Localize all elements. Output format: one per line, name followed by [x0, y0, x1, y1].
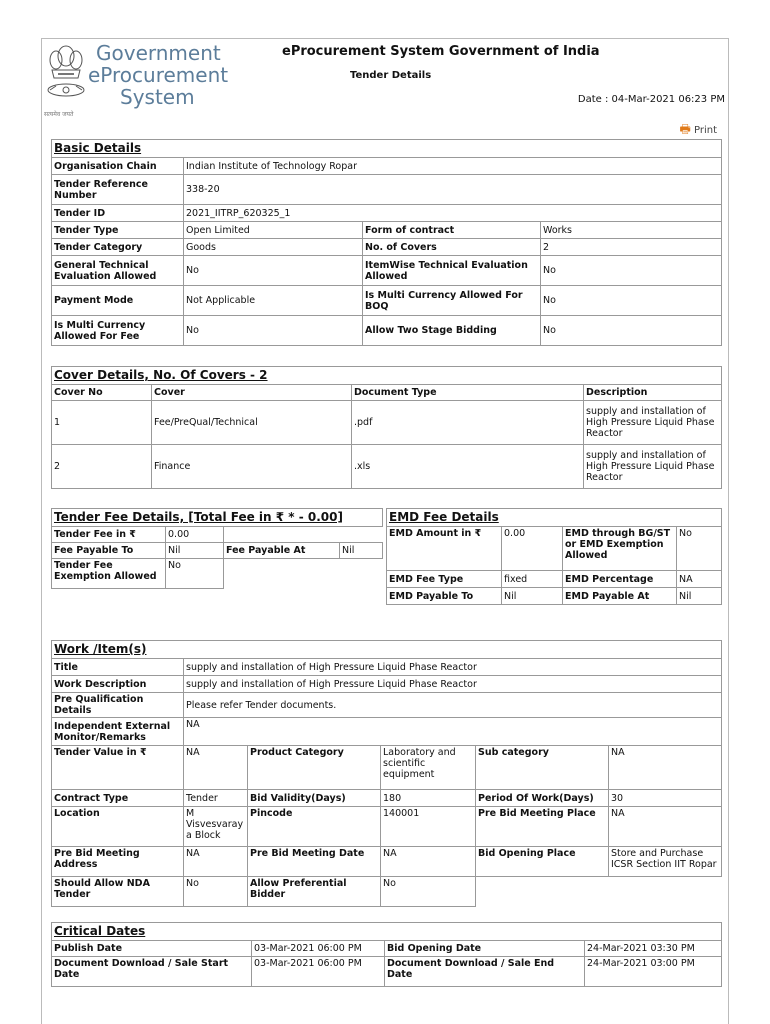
- emd-type-value: fixed: [502, 571, 563, 588]
- cover-no: 2: [52, 445, 152, 489]
- monitor-value: NA: [184, 718, 722, 746]
- multi-boq-label: Is Multi Currency Allowed For BOQ: [363, 286, 541, 316]
- tender-id-label: Tender ID: [52, 205, 184, 222]
- col-header-cover: Cover: [152, 385, 352, 401]
- tender-id-value: 2021_IITRP_620325_1: [184, 205, 722, 222]
- empty-cell: [476, 877, 722, 907]
- period-value: 30: [609, 790, 722, 807]
- emd-pct-label: EMD Percentage: [563, 571, 677, 588]
- emd-amount-label: EMD Amount in ₹: [387, 527, 502, 571]
- cover-name: Finance: [152, 445, 352, 489]
- tender-value-value: NA: [184, 746, 248, 790]
- two-stage-value: No: [541, 316, 722, 346]
- ref-value: 338-20: [184, 175, 722, 205]
- date-stamp: Date : 04-Mar-2021 06:23 PM: [577, 94, 725, 105]
- basic-details-title: Basic Details: [52, 140, 722, 158]
- contract-type-label: Contract Type: [52, 790, 184, 807]
- tender-fee-title: Tender Fee Details, [Total Fee in ₹ * - 0.00]: [52, 509, 383, 527]
- itemwise-label: ItemWise Technical Evaluation Allowed: [363, 256, 541, 286]
- emd-bg-label: EMD through BG/ST or EMD Exemption Allowed: [563, 527, 677, 571]
- description: supply and installation of High Pressure Liquid Phase Reactor: [584, 445, 722, 489]
- table-row: [52, 401, 722, 445]
- bid-validity-label: Bid Validity(Days): [248, 790, 381, 807]
- prebid-address-value: NA: [184, 847, 248, 877]
- critical-dates-title: Critical Dates: [52, 923, 722, 941]
- cover-no: 1: [52, 401, 152, 445]
- description: supply and installation of High Pressure Liquid Phase Reactor: [584, 401, 722, 445]
- preferential-label: Allow Preferential Bidder: [248, 877, 381, 907]
- fee-payable-at-value: Nil: [340, 543, 383, 559]
- bid-validity-value: 180: [381, 790, 476, 807]
- prebid-address-label: Pre Bid Meeting Address: [52, 847, 184, 877]
- col-header-description: Description: [584, 385, 722, 401]
- nda-label: Should Allow NDA Tender: [52, 877, 184, 907]
- location-value: M Visvesvaraya Block: [184, 807, 248, 847]
- download-start-label: Document Download / Sale Start Date: [52, 957, 252, 987]
- work-title-label: Title: [52, 659, 184, 676]
- emd-payable-at-value: Nil: [677, 588, 722, 605]
- col-header-cover-no: Cover No: [52, 385, 152, 401]
- logo-text: [88, 42, 228, 108]
- national-emblem-icon: [44, 42, 88, 110]
- monitor-label: Independent External Monitor/Remarks: [52, 718, 184, 746]
- ref-label: Tender Reference Number: [52, 175, 184, 205]
- empty-cell: [224, 559, 383, 589]
- work-items-title: Work /Item(s): [52, 641, 722, 659]
- prequal-value: Please refer Tender documents.: [184, 693, 722, 718]
- emd-fee-table: [386, 508, 722, 605]
- work-items-table: [51, 640, 722, 907]
- nda-value: No: [184, 877, 248, 907]
- logo-line-1: Government: [96, 41, 221, 65]
- gte-value: No: [184, 256, 363, 286]
- basic-details-table: [51, 139, 722, 346]
- fee-payable-at-label: Fee Payable At: [224, 543, 340, 559]
- location-label: Location: [52, 807, 184, 847]
- fee-value: 0.00: [166, 527, 224, 543]
- logo-line-3: System: [120, 85, 195, 109]
- product-category-label: Product Category: [248, 746, 381, 790]
- product-category-value: Laboratory and scientific equipment: [381, 746, 476, 790]
- emd-pct-value: NA: [677, 571, 722, 588]
- bid-opening-date-value: 24-Mar-2021 03:30 PM: [585, 941, 722, 957]
- form-label: Form of contract: [363, 222, 541, 239]
- table-row: [52, 445, 722, 489]
- fee-payable-to-label: Fee Payable To: [52, 543, 166, 559]
- publish-date-label: Publish Date: [52, 941, 252, 957]
- cover-details-title: Cover Details, No. Of Covers - 2: [52, 367, 722, 385]
- prebid-date-value: NA: [381, 847, 476, 877]
- covers-label: No. of Covers: [363, 239, 541, 256]
- emd-amount-value: 0.00: [502, 527, 563, 571]
- contract-type-value: Tender: [184, 790, 248, 807]
- form-value: Works: [541, 222, 722, 239]
- bid-opening-place-value: Store and Purchase ICSR Section IIT Ropar: [609, 847, 722, 877]
- org-chain-label: Organisation Chain: [52, 158, 184, 175]
- col-header-doc-type: Document Type: [352, 385, 584, 401]
- page-subtitle: Tender Details: [350, 70, 432, 81]
- work-desc-label: Work Description: [52, 676, 184, 693]
- emd-type-label: EMD Fee Type: [387, 571, 502, 588]
- printer-icon: 🖶: [679, 122, 691, 136]
- work-desc-value: supply and installation of High Pressure Liquid Phase Reactor: [184, 676, 722, 693]
- page-title: eProcurement System Government of India: [282, 44, 600, 59]
- pincode-label: Pincode: [248, 807, 381, 847]
- emd-payable-at-label: EMD Payable At: [563, 588, 677, 605]
- tender-value-label: Tender Value in ₹: [52, 746, 184, 790]
- two-stage-label: Allow Two Stage Bidding: [363, 316, 541, 346]
- cover-name: Fee/PreQual/Technical: [152, 401, 352, 445]
- fee-exempt-label: Tender Fee Exemption Allowed: [52, 559, 166, 589]
- download-start-value: 03-Mar-2021 06:00 PM: [252, 957, 385, 987]
- emblem-motto: सत्यमेव जयते: [44, 111, 74, 118]
- doc-type: .pdf: [352, 401, 584, 445]
- pincode-value: 140001: [381, 807, 476, 847]
- period-label: Period Of Work(Days): [476, 790, 609, 807]
- tender-type-value: Open Limited: [184, 222, 363, 239]
- doc-type: .xls: [352, 445, 584, 489]
- emd-payable-to-label: EMD Payable To: [387, 588, 502, 605]
- payment-label: Payment Mode: [52, 286, 184, 316]
- download-end-label: Document Download / Sale End Date: [385, 957, 585, 987]
- cover-details-table: [51, 366, 722, 489]
- bid-opening-date-label: Bid Opening Date: [385, 941, 585, 957]
- prequal-label: Pre Qualification Details: [52, 693, 184, 718]
- org-chain-value: Indian Institute of Technology Ropar: [184, 158, 722, 175]
- sub-category-label: Sub category: [476, 746, 609, 790]
- fee-payable-to-value: Nil: [166, 543, 224, 559]
- fee-label: Tender Fee in ₹: [52, 527, 166, 543]
- fee-exempt-value: No: [166, 559, 224, 589]
- gte-label: General Technical Evaluation Allowed: [52, 256, 184, 286]
- covers-value: 2: [541, 239, 722, 256]
- payment-value: Not Applicable: [184, 286, 363, 316]
- category-label: Tender Category: [52, 239, 184, 256]
- empty-cell: [224, 527, 383, 543]
- bid-opening-place-label: Bid Opening Place: [476, 847, 609, 877]
- tender-type-label: Tender Type: [52, 222, 184, 239]
- multi-fee-value: No: [184, 316, 363, 346]
- print-button[interactable]: [679, 120, 717, 141]
- emd-payable-to-value: Nil: [502, 588, 563, 605]
- multi-fee-label: Is Multi Currency Allowed For Fee: [52, 316, 184, 346]
- category-value: Goods: [184, 239, 363, 256]
- preferential-value: No: [381, 877, 476, 907]
- prebid-place-value: NA: [609, 807, 722, 847]
- prebid-place-label: Pre Bid Meeting Place: [476, 807, 609, 847]
- emd-bg-value: No: [677, 527, 722, 571]
- multi-boq-value: No: [541, 286, 722, 316]
- critical-dates-table: [51, 922, 722, 987]
- tender-fee-table: [51, 508, 383, 589]
- work-title-value: supply and installation of High Pressure Liquid Phase Reactor: [184, 659, 722, 676]
- print-label: Print: [693, 125, 717, 136]
- prebid-date-label: Pre Bid Meeting Date: [248, 847, 381, 877]
- itemwise-value: No: [541, 256, 722, 286]
- emd-fee-title: EMD Fee Details: [387, 509, 722, 527]
- download-end-value: 24-Mar-2021 03:00 PM: [585, 957, 722, 987]
- logo-line-2: eProcurement: [88, 63, 229, 87]
- sub-category-value: NA: [609, 746, 722, 790]
- publish-date-value: 03-Mar-2021 06:00 PM: [252, 941, 385, 957]
